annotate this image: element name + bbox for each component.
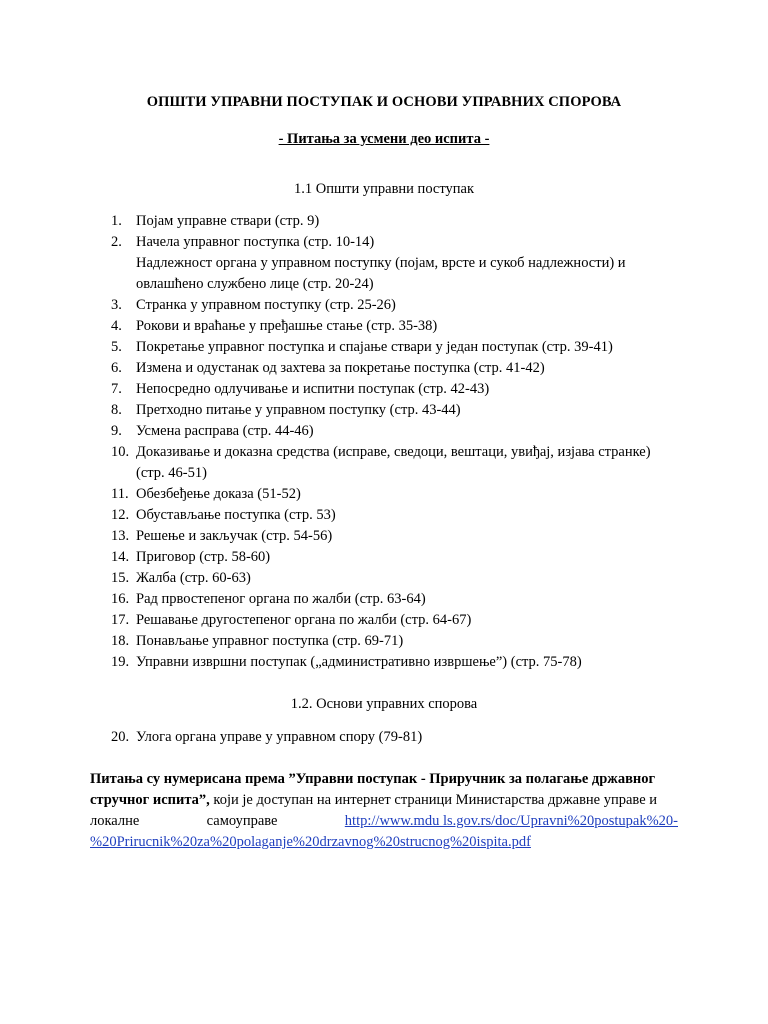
ministry-link-part-2[interactable]: %20Prirucnik%20za%20polaganje%20drzavnog%20strucnog%20ispita.pdf [90,834,531,850]
question-item [0,610,768,631]
question-text [136,358,676,379]
question-item [0,211,768,232]
question-text-line: Непосредно одлучивање и испитни поступак (стр. 42-43) [136,381,490,397]
question-number: 19. [111,654,130,670]
question-item [0,727,768,748]
question-number: 18. [111,633,130,649]
question-text [136,652,676,673]
document-subtitle: - Питања за усмени део испита - [278,131,490,147]
question-number: 7. [111,381,122,397]
question-number: 17. [111,612,130,628]
question-text-line: Покретање управног поступка и спајање ствари у један поступак (стр. 39-41) [136,339,613,355]
question-number: 3. [111,297,122,313]
question-item [0,631,768,652]
question-text [136,589,676,610]
question-number: 1. [111,213,122,229]
question-text-line: Појам управне ствари (стр. 9) [136,213,320,229]
question-text [136,505,676,526]
question-item [0,547,768,568]
source-note [90,769,678,853]
question-text-line: Приговор (стр. 58-60) [136,549,271,565]
question-text [136,232,676,295]
question-number: 10. [111,444,130,460]
question-number: 8. [111,402,122,418]
question-number: 9. [111,423,122,439]
question-text-line: Начела управног поступка (стр. 10-14) [136,234,375,250]
note-bold-line-2: стручног испита”, [90,792,210,808]
question-text-line: Обезбеђење доказа (51-52) [136,486,301,502]
question-text [136,400,676,421]
question-text-line: Улога органа управе у управном спору (79-81) [136,729,423,745]
question-text-line: овлашћено службено лице (стр. 20-24) [136,276,374,292]
question-number: 5. [111,339,122,355]
note-line-2 [90,790,678,811]
question-text-line: (стр. 46-51) [136,465,207,481]
note-line-3 [90,811,678,832]
ministry-link-part-1[interactable]: http://www.mdu ls.gov.rs/doc/Upravni%20postupak%20- [344,813,678,829]
question-number: 2. [111,234,122,250]
document-title: ОПШТИ УПРАВНИ ПОСТУПАК И ОСНОВИ УПРАВНИХ СПОРОВА [146,94,622,110]
question-text-line: Решење и закључак (стр. 54-56) [136,528,333,544]
question-item [0,379,768,400]
question-number: 6. [111,360,122,376]
question-item [0,505,768,526]
question-item [0,400,768,421]
question-text [136,442,676,484]
question-number: 16. [111,591,130,607]
note-line-1 [90,769,678,790]
note-bold-line-1: Питања су нумерисана према ”Управни поступак - Приручник за полагање државног [90,771,656,787]
question-item [0,526,768,547]
question-item [0,295,768,316]
question-text-line: Претходно питање у управном поступку (стр. 43-44) [136,402,461,418]
question-text-line: Странка у управном поступку (стр. 25-26) [136,297,396,313]
question-text [136,547,676,568]
question-text-line: Обустављање поступка (стр. 53) [136,507,336,523]
question-text [136,610,676,631]
question-item [0,337,768,358]
question-text [136,484,676,505]
question-text-line: Измена и одустанак од захтева за покретање поступка (стр. 41-42) [136,360,545,376]
question-text-line: Понављање управног поступка (стр. 69-71) [136,633,404,649]
question-text-line: Жалба (стр. 60-63) [136,570,251,586]
question-item [0,232,768,295]
question-number: 12. [111,507,130,523]
question-number: 15. [111,570,130,586]
note-word-self-government: самоуправе [206,813,278,829]
question-number: 11. [111,486,129,502]
question-text-line: Надлежност органа у управном поступку (појам, врсте и сукоб надлежности) и [136,255,626,271]
question-item [0,568,768,589]
note-text-line-2: који је доступан на интернет страници Министарства државне управе и [209,792,658,808]
question-text [136,211,676,232]
question-text [136,379,676,400]
question-list-administrative-disputes [0,727,768,748]
question-item [0,442,768,484]
question-text-line: Доказивање и доказна средства (исправе, сведоци, вештаци, увиђај, изјава странке) [136,444,651,460]
question-list-general-procedure [0,211,768,673]
question-item [0,484,768,505]
question-text-line: Управни извршни поступак („административно извршење”) (стр. 75-78) [136,654,582,670]
question-item [0,589,768,610]
question-item [0,652,768,673]
question-text [136,568,676,589]
note-line-4 [90,832,678,853]
question-number: 20. [111,729,130,745]
question-item [0,358,768,379]
question-text-line: Решавање другостепеног органа по жалби (стр. 64-67) [136,612,472,628]
section-heading-general-procedure: 1.1 Општи управни поступак [294,181,474,197]
question-number: 13. [111,528,130,544]
question-text-line: Рокови и враћање у пређашње стање (стр. 35-38) [136,318,438,334]
question-number: 4. [111,318,122,334]
question-text [136,316,676,337]
question-text [136,295,676,316]
question-text-line: Рад првостепеног органа по жалби (стр. 63-64) [136,591,426,607]
question-text [136,421,676,442]
question-number: 14. [111,549,130,565]
question-text [136,526,676,547]
question-text-line: Усмена расправа (стр. 44-46) [136,423,314,439]
question-item [0,421,768,442]
section-heading-administrative-disputes: 1.2. Основи управних спорова [290,696,478,712]
question-item [0,316,768,337]
question-text [136,727,676,748]
question-text [136,337,676,358]
note-word-local: локалне [90,813,140,829]
question-text [136,631,676,652]
